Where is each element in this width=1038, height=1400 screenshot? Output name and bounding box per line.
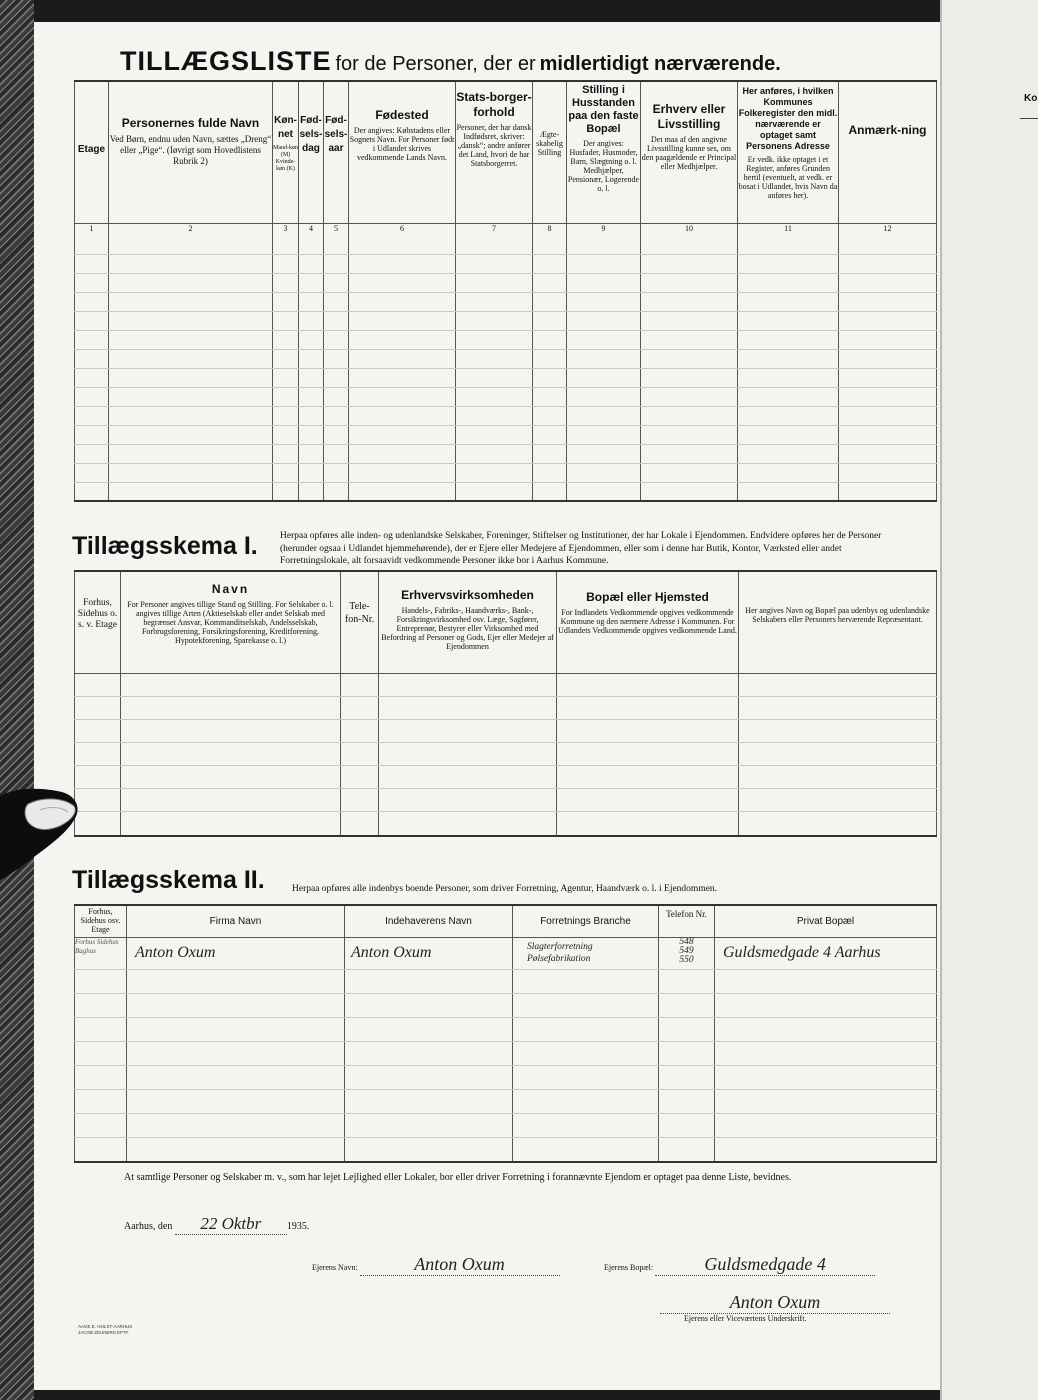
table-row — [75, 463, 937, 482]
table-row — [75, 311, 937, 330]
table-row — [75, 1089, 937, 1113]
table-row — [75, 719, 937, 742]
col-aegteskab: Ægte-skabelig Stilling — [533, 81, 567, 223]
table-row — [75, 387, 937, 406]
entry-bopael: Guldsmedgade 4 Aarhus — [723, 943, 881, 961]
signature-place-date — [124, 1214, 309, 1235]
skema1-header-row: Forhus, Sidehus o. s. v. Etage Navn For Personer angives tillige Stand og Stilling. For Selskaber o. l. angives tillige Arten (Aktieselskab eller andet Selskab med begrænset Ansvar, Kommanditselskab, Andelsselskab, Forbrugsforening, Forsikringsforening, Kreditforening, Hypotekforening, Sparekasse o. l.) Tele-fon-Nr. Erhvervsvirksomheden Handels-, Fabriks-, Haandværks-, Bank-, Forsikringsvirksomhed osv. Læge, Sagfører, Entreprenør, Bestyrer eller Virksomhed med Befordring af Personer og Gods, Ejer eller Medejer af Ejendommen Bopæl eller Hjemsted For Indlandets Vedkommende opgives vedkommende Kommune og den nærmere Adresse i Kommunen. For Udlandets Vedkommende opgives vedkommende Land. Her angives Navn og Bopæl paa udenbys og udenlandske Selskabers eller Personers herværende Repræsentant. — [75, 571, 937, 673]
owner-name-label: Ejerens Navn: — [312, 1263, 358, 1272]
entry-indehaver: Anton Oxum — [351, 943, 432, 961]
table-row — [75, 811, 937, 836]
entry-branche: Slagterforretning Pølsefabrikation — [527, 941, 593, 964]
entry-firma: Anton Oxum — [135, 943, 216, 961]
col-foedselsaar: Fød-sels-aar — [324, 81, 349, 223]
adjacent-page-fragment: Ko — [1024, 93, 1038, 104]
table-row — [75, 1137, 937, 1162]
col-erhverv: Erhverv eller Livsstilling Det maa af den angivne Livsstilling kunne ses, om den paagældende er Principal eller Medhjælper. — [641, 81, 738, 223]
table-row — [75, 444, 937, 463]
table-row — [75, 349, 937, 368]
owner-address-handwritten: Guldsmedgade 4 — [655, 1254, 875, 1276]
entry-telefon-3: 550 — [679, 954, 694, 965]
declaration-text: At samtlige Personer og Selskaber m. v., som har lejet Lejlighed eller Lokaler, bor eller driver Forretning i forannævnte Ejendom er optaget paa denne Liste, bevidnes. — [124, 1172, 792, 1183]
table-row — [75, 235, 937, 254]
col-statsborger: Stats-borger-forhold Personer, der har dansk Indfødsret, skriver: „dansk“; andre anfører det Land, hvori de har Statsborgerret. — [456, 81, 533, 223]
signature-handwritten: Anton Oxum — [660, 1292, 890, 1314]
table-row — [75, 425, 937, 444]
signature-label: Ejerens eller Viceværtens Underskrift. — [684, 1314, 807, 1323]
book-binding — [0, 0, 34, 1400]
table-row — [75, 1041, 937, 1065]
owner-address-label: Ejerens Bopæl: — [604, 1263, 654, 1272]
list-header-row — [75, 81, 937, 223]
col-stilling: Stilling i Husstanden paa den faste Bopæl Der angives: Husfader, Husmoder, Barn, Slægtning o. l. Medhjælper, Pensionær, Logerende o. l. — [567, 81, 641, 223]
col-foedselsdag: Fød-sels-dag — [299, 81, 324, 223]
skema2-note: Herpaa opføres alle indenbys boende Personer, som driver Forretning, Agentur, Haandværk o. l. i Ejendommen. — [292, 884, 718, 894]
col-anmaerkning: Anmærk-ning — [839, 81, 937, 223]
col-etage: Etage — [75, 81, 109, 223]
entry-etage: Forhus Sidehus Baghus — [75, 937, 119, 955]
table-row — [75, 993, 937, 1017]
owner-address-block — [604, 1254, 875, 1276]
thumb-overlay — [0, 776, 80, 886]
table-row — [75, 673, 937, 696]
adjacent-page — [940, 0, 1038, 1400]
form-page — [34, 22, 940, 1390]
table-row — [75, 406, 937, 425]
table-row — [75, 1113, 937, 1137]
owner-name-handwritten: Anton Oxum — [360, 1254, 560, 1276]
entry-telefon-1: 548 — [679, 937, 694, 947]
place-label: Aarhus, den — [124, 1221, 173, 1232]
table-row — [75, 937, 937, 969]
list-number-row: 1 2 3 4 5 6 7 8 9 10 11 12 — [75, 223, 937, 235]
table-row — [75, 330, 937, 349]
col-navn: Personernes fulde Navn Ved Børn, endnu uden Navn, sættes „Dreng“ eller „Pige“. (Iøvrigt som Hovedlistens Rubrik 2) — [109, 81, 273, 223]
year-text: 1935. — [286, 1221, 310, 1232]
table-row — [75, 1017, 937, 1041]
table-row — [75, 1065, 937, 1089]
entry-telefon-2: 549 — [679, 945, 694, 956]
table-row — [75, 765, 937, 788]
skema2-title: Tillægsskema II. — [72, 866, 265, 894]
skema1-note: Herpaa opføres alle inden- og udenlandske Selskaber, Foreninger, Stiftelser og Institutioner, der har Lokale i Ejendommen. Endvidere opføres her de Personer (herunder ogsaa i Udlandet hjemmehørende), der er Ejere eller Medejere af Ejendommen, eller som i denne har Butik, Kontor, Værksted eller andet Forretningslokale, alt forsaavidt vedkommende Personer ikke bor i Aarhus Kommune. — [280, 531, 882, 566]
printer-imprint: AAGE E. HOLST-AARHUS JACOB ZEUNERS EFTF. — [78, 1324, 133, 1335]
table-row — [75, 292, 937, 311]
skema1-table — [74, 570, 937, 837]
col-folkeregister: Her anføres, i hvilken Kommunes Folkeregister den midl. nærværende er optaget samt Personens Adresse Er vedk. ikke optaget i et Register, anføres Grunden hertil (eventuelt, at vedk. er bosat i Udlandet, hvis Navn da anføres her). — [738, 81, 839, 223]
date-handwritten: 22 Oktbr — [175, 1214, 287, 1235]
table-row — [75, 969, 937, 993]
table-row — [75, 368, 937, 387]
owner-name-block — [312, 1254, 560, 1276]
col-foedested: Fødested Der angives: Købstadens eller Sognets Navn. For Personer født i Udlandet skrives vedkommende Lands Navn. — [349, 81, 456, 223]
table-row — [75, 742, 937, 765]
skema2-header-row: Forhus, Sidehus osv. Etage Firma Navn Indehaverens Navn Forretnings Branche Telefon Nr. Privat Bopæl — [75, 905, 937, 937]
skema1-title: Tillægsskema I. — [72, 532, 258, 560]
tillaegsliste-table — [74, 80, 937, 502]
skema2-table — [74, 904, 937, 1163]
table-row — [75, 482, 937, 501]
table-row — [75, 273, 937, 292]
page-title: TILLÆGSLISTE for de Personer, der er midlertidigt nærværende. — [120, 46, 781, 76]
table-row — [75, 696, 937, 719]
table-row — [75, 254, 937, 273]
col-koen: Køn-net Mand-køn (M) Kvinde-køn (K) — [273, 81, 299, 223]
table-row — [75, 788, 937, 811]
